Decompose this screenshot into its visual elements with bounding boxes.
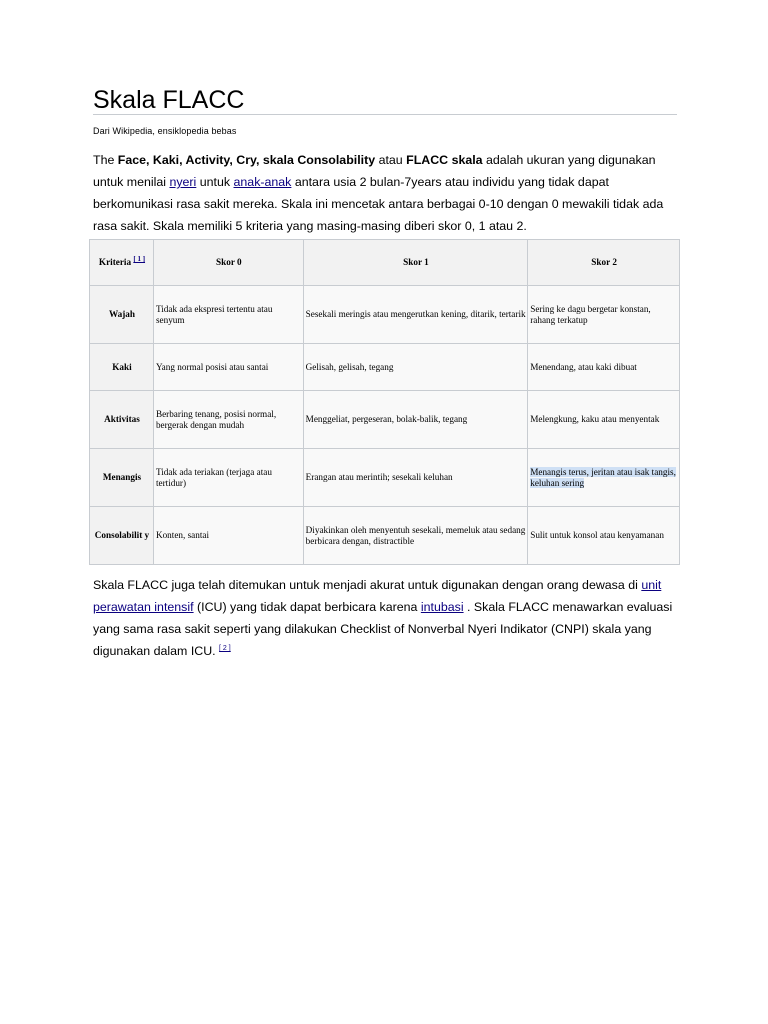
header-kriteria-label: Kriteria bbox=[98, 257, 132, 267]
outro-text-1: Skala FLACC juga telah ditemukan untuk menjadi akurat untuk digunakan dengan orang dewasa di bbox=[93, 578, 642, 592]
table-row bbox=[90, 391, 680, 449]
intro-text-2: atau bbox=[375, 153, 407, 167]
cell-skor-2: Sering ke dagu bergetar konstan, rahang terkatup bbox=[528, 286, 680, 344]
intro-bold-2: FLACC skala bbox=[406, 153, 483, 167]
outro-paragraph bbox=[93, 574, 677, 662]
ref-2-link[interactable]: [ 2 ] bbox=[219, 644, 231, 652]
cell-skor-0: Yang normal posisi atau santai bbox=[153, 344, 303, 391]
cell-skor-1: Erangan atau merintih; sesekali keluhan bbox=[303, 449, 528, 507]
table-row bbox=[90, 286, 680, 344]
header-skor-1: Skor 1 bbox=[303, 240, 528, 286]
row-criteria: Consolabilit y bbox=[90, 507, 154, 565]
row-criteria: Wajah bbox=[90, 286, 154, 344]
outro-text-2: (ICU) yang tidak dapat berbicara karena bbox=[193, 600, 421, 614]
header-skor-0: Skor 0 bbox=[153, 240, 303, 286]
row-criteria: Aktivitas bbox=[90, 391, 154, 449]
intro-text-5: antara usia 2 bulan-7years atau individu yang tidak dapat berkomunikasi rasa sakit mereka. Skala ini mencetak antara berbagai 0-10 dengan 0 mewakili tidak ada rasa sakit. Skala memiliki 5 kriteria yang masing-masing diberi skor 0, 1 atau 2. bbox=[93, 175, 664, 233]
header-skor-2: Skor 2 bbox=[528, 240, 680, 286]
table-row bbox=[90, 449, 680, 507]
intro-paragraph bbox=[93, 149, 677, 237]
link-intubasi[interactable]: intubasi bbox=[420, 600, 464, 614]
intro-text-3: adalah ukuran yang digunakan untuk menilai bbox=[93, 153, 656, 189]
intro-text-1: The bbox=[93, 153, 118, 167]
ref-1-link[interactable]: [ 1 ] bbox=[133, 254, 146, 263]
cell-skor-1: Menggeliat, pergeseran, bolak-balik, tegang bbox=[303, 391, 528, 449]
cell-skor-1: Diyakinkan oleh menyentuh sesekali, memeluk atau sedang berbicara dengan, distractible bbox=[303, 507, 528, 565]
link-nyeri[interactable]: nyeri bbox=[169, 175, 197, 189]
cell-skor-0: Konten, santai bbox=[153, 507, 303, 565]
intro-text-4: untuk bbox=[196, 175, 234, 189]
link-anak-anak[interactable]: anak-anak bbox=[233, 175, 292, 189]
page-title: Skala FLACC bbox=[93, 84, 677, 115]
cell-skor-1: Sesekali meringis atau mengerutkan kening, ditarik, tertarik bbox=[303, 286, 528, 344]
outro-text-3: . Skala FLACC menawarkan evaluasi yang sama rasa sakit seperti yang dilakukan Checklist of Nonverbal Nyeri Indikator (CNPI) skala yang digunakan dalam ICU. bbox=[93, 600, 673, 658]
page-subtitle: Dari Wikipedia, ensiklopedia bebas bbox=[93, 126, 237, 136]
table-row bbox=[90, 507, 680, 565]
highlighted-text: Menangis terus, jeritan atau isak tangis, keluhan sering bbox=[530, 466, 676, 488]
link-unit-perawatan-intensif[interactable]: unit perawatan intensif bbox=[93, 578, 662, 614]
cell-skor-2: Menendang, atau kaki dibuat bbox=[528, 344, 680, 391]
cell-skor-2 bbox=[528, 449, 680, 507]
cell-skor-0: Berbaring tenang, posisi normal, bergerak dengan mudah bbox=[153, 391, 303, 449]
intro-bold-1: Face, Kaki, Activity, Cry, skala Consolability bbox=[117, 153, 376, 167]
row-criteria: Menangis bbox=[90, 449, 154, 507]
table-header-row bbox=[90, 240, 680, 286]
cell-skor-0: Tidak ada ekspresi tertentu atau senyum bbox=[153, 286, 303, 344]
cell-skor-1: Gelisah, gelisah, tegang bbox=[303, 344, 528, 391]
row-criteria: Kaki bbox=[90, 344, 154, 391]
article bbox=[93, 84, 677, 237]
flacc-table bbox=[89, 239, 680, 565]
cell-skor-0: Tidak ada teriakan (terjaga atau tertidur) bbox=[153, 449, 303, 507]
cell-skor-2: Sulit untuk konsol atau kenyamanan bbox=[528, 507, 680, 565]
cell-skor-2: Melengkung, kaku atau menyentak bbox=[528, 391, 680, 449]
table-row bbox=[90, 344, 680, 391]
header-kriteria bbox=[90, 240, 154, 286]
